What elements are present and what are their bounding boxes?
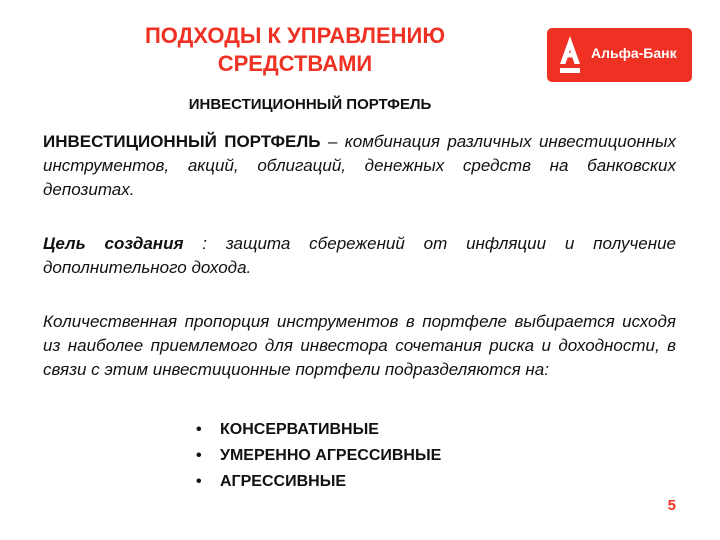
slide-subtitle: ИНВЕСТИЦИОННЫЙ ПОРТФЕЛЬ <box>188 96 432 113</box>
list-item <box>196 469 441 495</box>
goal-text: : защита сбережений от инфляции и получение дополнительного дохода. <box>43 234 676 277</box>
list-item <box>196 417 441 443</box>
alfa-a-icon <box>557 34 583 76</box>
bullet-icon: • <box>196 473 202 490</box>
page-number: 5 <box>667 497 676 514</box>
definition-paragraph <box>43 130 676 202</box>
list-item-label: КОНСЕРВАТИВНЫЕ <box>220 421 379 438</box>
list-item-label: УМЕРЕННО АГРЕССИВНЫЕ <box>220 447 442 464</box>
definition-text: – комбинация различных инвестиционных инструментов, акций, облигаций, денежных средств на банковских депозитах. <box>43 132 677 199</box>
proportion-paragraph: Количественная пропорция инструментов в портфеле выбирается исходя из наиболее приемлемого для инвестора сочетания риска и доходности, в связи с этим инвестиционные портфели подразделяются на: <box>43 312 676 379</box>
bullet-icon: • <box>196 447 202 464</box>
slide-title <box>60 22 530 78</box>
portfolio-types-list <box>196 417 441 495</box>
alfa-bank-logo <box>547 28 692 82</box>
title-line-1: ПОДХОДЫ К УПРАВЛЕНИЮ <box>144 23 446 48</box>
goal-paragraph <box>43 232 676 280</box>
logo-text: Альфа-Банк <box>591 45 677 61</box>
list-item <box>196 443 441 469</box>
definition-term: ИНВЕСТИЦИОННЫЙ ПОРТФЕЛЬ <box>43 132 321 151</box>
bullet-icon: • <box>196 421 202 438</box>
title-line-2: СРЕДСТВАМИ <box>217 51 373 76</box>
list-item-label: АГРЕССИВНЫЕ <box>220 473 347 490</box>
goal-term: Цель создания <box>43 234 184 253</box>
